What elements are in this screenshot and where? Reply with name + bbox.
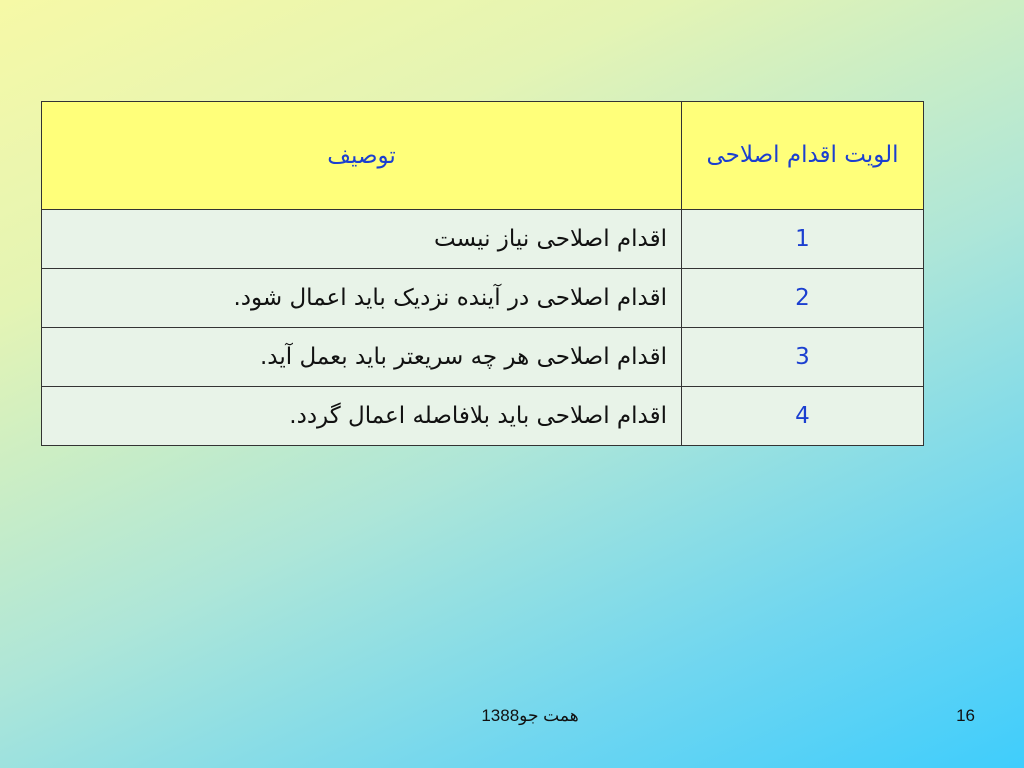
priority-column-header: الویت اقدام اصلاحی: [682, 102, 924, 210]
table-header-row: [42, 102, 924, 210]
table-row: [42, 328, 924, 387]
priority-description: اقدام اصلاحی نیاز نیست: [42, 210, 682, 269]
priority-description: اقدام اصلاحی هر چه سریعتر باید بعمل آید.: [42, 328, 682, 387]
priority-description: اقدام اصلاحی در آینده نزدیک باید اعمال شود.: [42, 269, 682, 328]
footer-text: همت جو1388: [481, 706, 579, 725]
priority-description: اقدام اصلاحی باید بلافاصله اعمال گردد.: [42, 387, 682, 446]
slide-number: 16: [956, 706, 975, 725]
description-column-header: توصیف: [42, 102, 682, 210]
table-row: [42, 387, 924, 446]
table-row: [42, 269, 924, 328]
priority-number: 1: [682, 210, 924, 269]
priority-table: [41, 101, 924, 446]
priority-number: 4: [682, 387, 924, 446]
priority-number: 2: [682, 269, 924, 328]
table-row: [42, 210, 924, 269]
priority-number: 3: [682, 328, 924, 387]
